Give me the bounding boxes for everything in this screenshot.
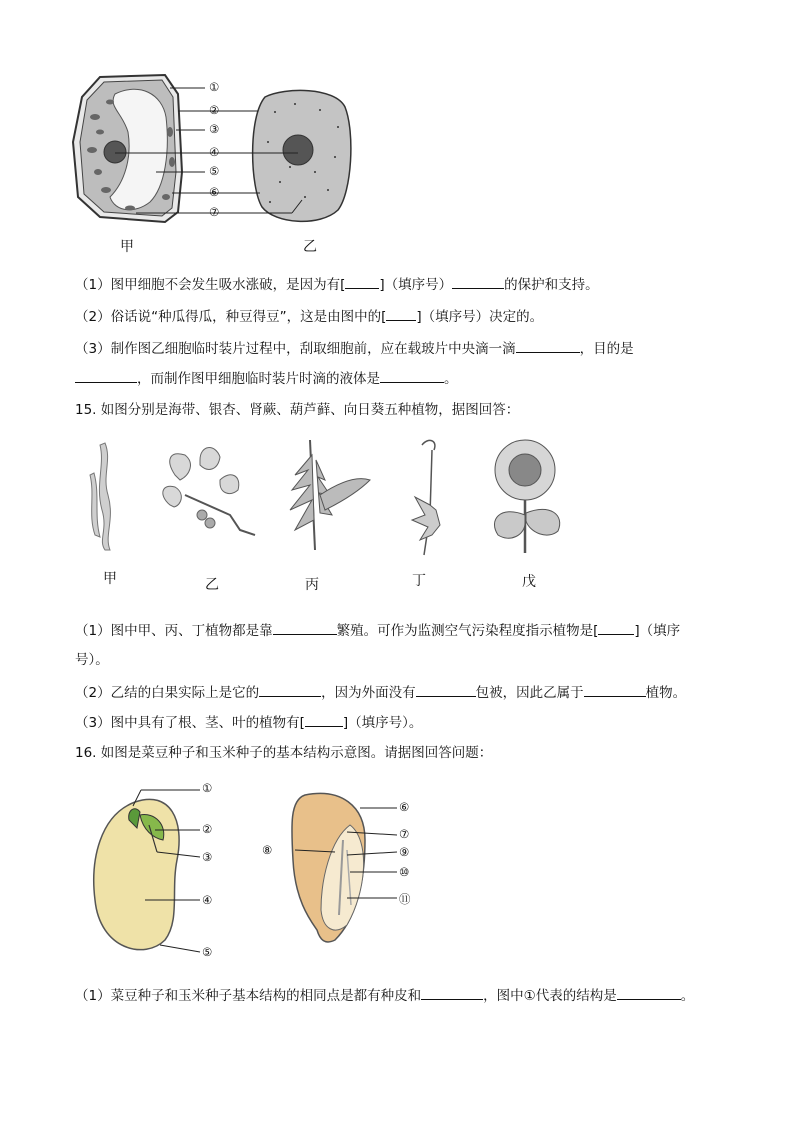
- fig14-marker-3: ③: [209, 122, 220, 136]
- q14-line3: （3）制作图乙细胞临时装片过程中，刮取细胞前，应在载玻片中央滴一滴 ，目的是: [75, 338, 634, 359]
- q14-line2: （2）俗话说“种瓜得瓜，种豆得豆”，这是由图中的[ ]（填序号）决定的。: [75, 306, 543, 327]
- q14-blank-6[interactable]: [380, 368, 444, 383]
- q15-blank-6[interactable]: [305, 712, 343, 727]
- q16-title: 16. 如图是菜豆种子和玉米种子的基本结构示意图。请据图回答问题：: [75, 745, 493, 761]
- label-jia: 甲: [120, 239, 134, 255]
- q15-blank-5[interactable]: [584, 682, 646, 697]
- sunflower-drawing: [494, 440, 559, 553]
- corn-marker-10: ⑩: [399, 865, 410, 879]
- corn-marker-7: ⑦: [399, 827, 410, 841]
- plants-figure: [70, 435, 590, 565]
- animal-nucleus: [283, 135, 313, 165]
- q15-title: 15. 如图分别是海带、银杏、肾蕨、葫芦藓、向日葵五种植物，据图回答：: [75, 402, 520, 418]
- ginkgo-drawing: [163, 448, 255, 535]
- q14-line1: （1）图甲细胞不会发生吸水涨破，是因为有[ ]（填序号） 的保护和支持。: [75, 274, 599, 295]
- q14-blank-1[interactable]: [345, 274, 379, 289]
- q15-blank-2[interactable]: [598, 620, 634, 635]
- q14-blank-2[interactable]: [452, 274, 504, 289]
- plant-label-ding: 丁: [412, 573, 426, 589]
- corn-marker-8: ⑧: [262, 843, 273, 857]
- q15-line3: （3）图中具有了根、茎、叶的植物有[ ]（填序号）。: [75, 712, 422, 733]
- moss-drawing: [412, 440, 440, 555]
- q14-blank-3[interactable]: [386, 306, 416, 321]
- corn-marker-6: ⑥: [399, 800, 410, 814]
- fig14-marker-1: ①: [209, 80, 220, 94]
- bean-marker-4: ④: [202, 893, 213, 907]
- q14-blank-5[interactable]: [75, 368, 137, 383]
- q16-line1: （1）菜豆种子和玉米种子基本结构的相同点是都有种皮和 ，图中①代表的结构是 。: [75, 985, 694, 1006]
- fig14-marker-7: ⑦: [209, 205, 220, 219]
- q15-line2: （2）乙结的白果实际上是它的 ，因为外面没有 包被，因此乙属于 植物。: [75, 682, 686, 703]
- corn-marker-11: ⑪: [399, 892, 411, 906]
- bean-marker-1: ①: [202, 781, 213, 795]
- q15-line1-cont: 号）。: [75, 652, 109, 668]
- q16-blank-1[interactable]: [421, 985, 483, 1000]
- kelp-drawing: [90, 443, 110, 550]
- fig14-marker-6: ⑥: [209, 185, 220, 199]
- plant-label-bing: 丙: [305, 577, 319, 593]
- seed-diagram: [85, 780, 425, 960]
- q15-line1: （1）图中甲、丙、丁植物都是靠 繁殖。可作为监测空气污染程度指示植物是[ ]（填序: [75, 620, 680, 641]
- bean-marker-3: ③: [202, 850, 213, 864]
- q14-blank-4[interactable]: [516, 338, 580, 353]
- q14-line4: ，而制作图甲细胞临时装片时滴的液体是 。: [75, 368, 458, 389]
- fig14-marker-5: ⑤: [209, 164, 220, 178]
- corn-marker-9: ⑨: [399, 845, 410, 859]
- q15-blank-1[interactable]: [273, 620, 337, 635]
- plant-nucleus: [104, 141, 126, 163]
- q15-blank-4[interactable]: [416, 682, 476, 697]
- fern-drawing: [290, 440, 370, 550]
- fig14-marker-4: ④: [209, 145, 220, 159]
- bean-marker-2: ②: [202, 822, 213, 836]
- fig14-marker-2: ②: [209, 103, 220, 117]
- label-yi: 乙: [303, 239, 317, 255]
- plant-label-wu: 戊: [522, 574, 536, 590]
- plant-label-jia: 甲: [103, 571, 117, 587]
- q16-blank-2[interactable]: [617, 985, 681, 1000]
- plant-label-yi: 乙: [205, 577, 219, 593]
- q15-blank-3[interactable]: [259, 682, 321, 697]
- bean-marker-5: ⑤: [202, 945, 213, 959]
